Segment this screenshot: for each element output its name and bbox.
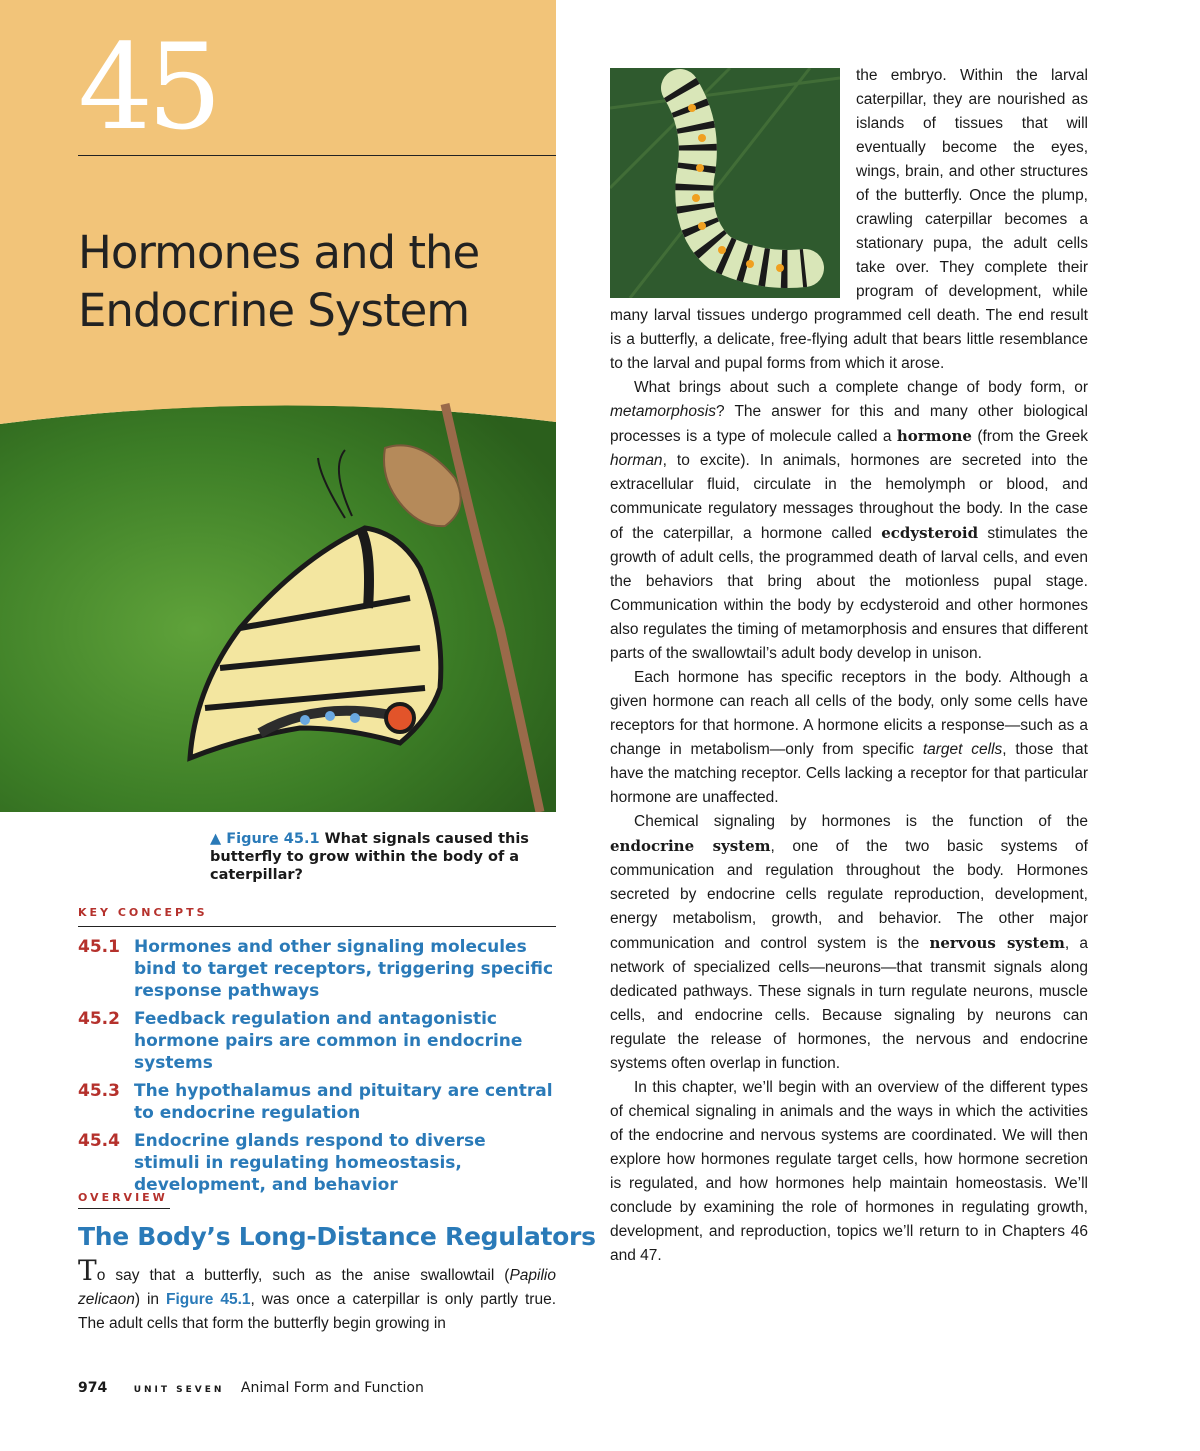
figure-label: ▲ Figure 45.1 bbox=[210, 831, 320, 847]
key-concept-text[interactable]: Feedback regulation and antagonistic hormone pairs are common in endocrine systems bbox=[134, 1009, 523, 1073]
key-term: endocrine system bbox=[610, 837, 771, 855]
text-run: , those that have the matching receptor. Cells lacking a receptor for that particular hormone are unaffected. bbox=[610, 741, 1088, 806]
key-concept-item[interactable] bbox=[78, 1130, 556, 1196]
key-concept-number: 45.4 bbox=[78, 1131, 120, 1151]
body-paragraph bbox=[610, 666, 1088, 810]
text-run: ? The answer for this and many other biological processes is a type of molecule called a bbox=[610, 403, 1088, 445]
text-run: , was once a caterpillar is only partly true. The adult cells that form the butterfly begin growing in bbox=[78, 1291, 556, 1332]
key-term: ecdysteroid bbox=[881, 524, 979, 542]
section-title: The Body’s Long-Distance Regulators bbox=[78, 1222, 596, 1251]
species-name: Papilio zelicaon bbox=[78, 1267, 556, 1308]
chapter-number: 45 bbox=[78, 18, 217, 156]
key-term: nervous system bbox=[929, 934, 1065, 952]
page-footer bbox=[78, 1380, 424, 1396]
key-concept-text[interactable]: Hormones and other signaling molecules bind to target receptors, triggering specific response pathways bbox=[134, 937, 554, 1001]
key-concept-number: 45.2 bbox=[78, 1009, 120, 1029]
page-number: 974 bbox=[78, 1380, 108, 1396]
overview-paragraph bbox=[78, 1254, 556, 1336]
text-run: ) in bbox=[134, 1291, 167, 1308]
body-paragraph: In this chapter, we’ll begin with an overview of the different types of chemical signaling in animals and the ways in which the activities of the endocrine and nervous systems are coordinated. We will then explore how hormones regulate target cells, how hormone secretion is regulated, and how hormones help maintain homeostasis. We’ll conclude by examining the role of hormones in regulating growth, development, and reproduction, topics we’ll return to in Chapters 46 and 47. bbox=[610, 1079, 1088, 1264]
right-column-text bbox=[610, 64, 1088, 1268]
chapter-banner bbox=[0, 0, 556, 410]
unit-label: UNIT SEVEN bbox=[133, 1385, 225, 1395]
body-paragraph bbox=[610, 810, 1088, 1076]
text-run: , a network of specialized cells—neurons—that transmit signals along dedicated pathways. These signals in turn regulate neurons, muscle cells, and endocrine cells. Because signaling by neurons can regulate the release of hormones, the nervous and endocrine systems often overlap in function. bbox=[610, 935, 1088, 1072]
text-run: Chemical signaling by hormones is the function of the bbox=[634, 813, 1088, 830]
body-paragraph: the embryo. Within the larval caterpillar, they are nourished as islands of tissues that will eventually become the eyes, wings, brain, and other structures of the butterfly. Once the plump, crawling caterpillar becomes a stationary pupa, the adult cells take over. They complete their program of development, while many larval tissues undergo programmed cell death. The end result is a butterfly, a delicate, free-flying adult that bears little resemblance to the larval and pupal forms from which it arose. bbox=[610, 67, 1088, 372]
butterfly-photo bbox=[0, 398, 556, 812]
key-concept-item[interactable] bbox=[78, 1008, 556, 1074]
text-run: Each hormone has specific receptors in the body. Although a given hormone can reach all cells of the body, only some cells have receptors for that hormone. A hormone elicits a response—such as a change in metabolism—only from specific bbox=[610, 669, 1088, 758]
banner-divider bbox=[78, 155, 556, 156]
overview-divider bbox=[78, 1208, 170, 1209]
butterfly-illustration bbox=[0, 398, 556, 812]
term-italic: horman bbox=[610, 452, 663, 469]
key-concept-number: 45.3 bbox=[78, 1081, 120, 1101]
key-concept-item[interactable] bbox=[78, 936, 556, 1002]
photo-float-space bbox=[610, 64, 856, 304]
unit-title: Animal Form and Function bbox=[240, 1380, 424, 1396]
key-concept-number: 45.1 bbox=[78, 937, 120, 957]
term-italic: metamorphosis bbox=[610, 403, 716, 420]
text-run: o say that a butterfly, such as the anise swallowtail ( bbox=[96, 1267, 510, 1284]
chapter-title: Hormones and the Endocrine System bbox=[78, 226, 480, 337]
text-run: (from the Greek bbox=[971, 428, 1089, 445]
figure-link[interactable]: Figure 45.1 bbox=[166, 1291, 251, 1308]
body-paragraph bbox=[610, 376, 1088, 666]
overview-heading: OVERVIEW bbox=[78, 1191, 168, 1204]
text-run: What brings about such a complete change of body form, or bbox=[634, 379, 1088, 396]
key-term: hormone bbox=[896, 427, 972, 445]
key-concept-text[interactable]: Endocrine glands respond to diverse stimuli in regulating homeostasis, development, and behavior bbox=[134, 1131, 486, 1195]
text-run: , to excite). In animals, hormones are secreted into the extracellular fluid, circulate in the hemolymph or blood, and communicate regulatory messages throughout the body. In the case of the caterpillar, a hormone called bbox=[610, 452, 1088, 542]
figure-question: What signals caused this butterfly to grow within the body of a caterpillar? bbox=[210, 831, 529, 883]
figure-caption bbox=[210, 830, 540, 884]
key-concept-item[interactable] bbox=[78, 1080, 556, 1124]
text-run: stimulates the growth of adult cells, the programmed death of larval cells, and even the behaviors that bring about the motionless pupal stage. Communication within the body by ecdysteroid and other hormones also regulates the timing of metamorphosis and ensures that different parts of the swallowtail’s adult body develop in unison. bbox=[610, 525, 1089, 662]
key-concepts-list bbox=[78, 936, 556, 1202]
text-run: , one of the two basic systems of communication and regulation throughout the body. Hormones secreted by endocrine cells regulate reproduction, development, energy metabolism, growth, and behavior. The other major communication and control system is the bbox=[610, 838, 1088, 952]
drop-cap: T bbox=[78, 1254, 97, 1287]
key-concept-text[interactable]: The hypothalamus and pituitary are central to endocrine regulation bbox=[134, 1081, 553, 1123]
key-concepts-divider bbox=[78, 926, 556, 927]
key-concepts-heading: KEY CONCEPTS bbox=[78, 906, 208, 919]
term-italic: target cells bbox=[922, 741, 1003, 758]
